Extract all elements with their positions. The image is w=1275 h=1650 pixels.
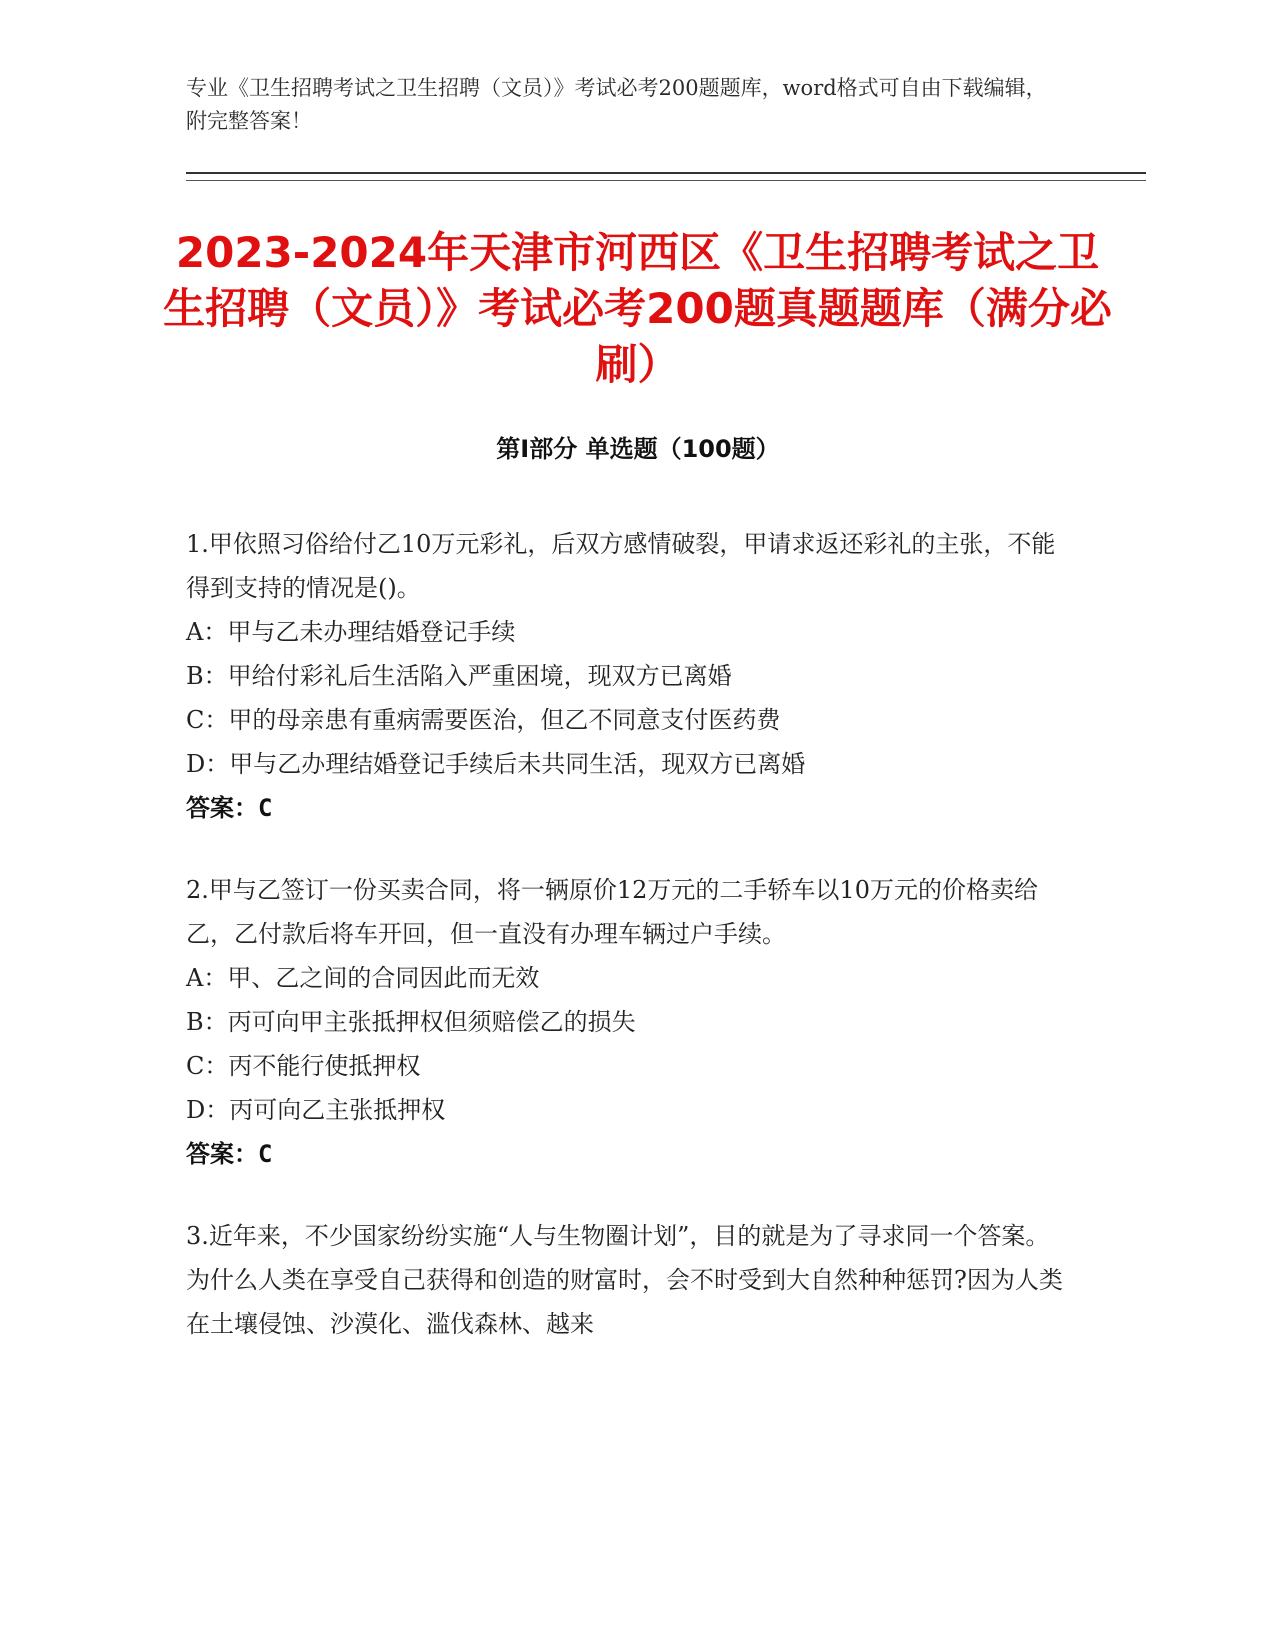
option-a: A：甲与乙未办理结婚登记手续 <box>186 618 516 646</box>
question-text: 2.甲与乙签订一份买卖合同，将一辆原价12万元的二手轿车以10万元的价格卖给乙，乙付款后将车开回，但一直没有办理车辆过户手续。 <box>186 876 1038 948</box>
answer-value: C <box>258 794 273 822</box>
answer-value: C <box>258 1140 273 1168</box>
header-divider-thin <box>186 180 1146 181</box>
option-c: C：丙不能行使抵押权 <box>186 1052 421 1080</box>
option-b: B：丙可向甲主张抵押权但须赔偿乙的损失 <box>186 1008 636 1036</box>
answer-label: 答案： <box>186 794 258 822</box>
answer-label: 答案： <box>186 1140 258 1168</box>
document-title: 2023-2024年天津市河西区《卫生招聘考试之卫生招聘（文员）》考试必考200题真题题库（满分必刷） <box>163 228 1112 389</box>
option-b: B：甲给付彩礼后生活陷入严重困境，现双方已离婚 <box>186 662 732 690</box>
option-d: D：甲与乙办理结婚登记手续后未共同生活，现双方已离婚 <box>186 750 806 778</box>
option-d: D：丙可向乙主张抵押权 <box>186 1096 446 1124</box>
question-text: 1.甲依照习俗给付乙10万元彩礼，后双方感情破裂，甲请求返还彩礼的主张，不能得到支持的情况是()。 <box>186 530 1056 602</box>
section-heading: 第Ⅰ部分 单选题（100题） <box>496 435 780 463</box>
question-2 <box>186 868 1066 1176</box>
option-c: C：甲的母亲患有重病需要医治，但乙不同意支付医药费 <box>186 706 781 734</box>
answer <box>186 1132 1066 1176</box>
question-text: 3.近年来，不少国家纷纷实施“人与生物圈计划”，目的就是为了寻求同一个答案。为什么人类在享受自己获得和创造的财富时，会不时受到大自然种种惩罚?因为人类在土壤侵蚀、沙漠化、滥伐森林、越来 <box>186 1222 1063 1338</box>
header-note: 专业《卫生招聘考试之卫生招聘（文员）》考试必考200题题库，word格式可自由下载编辑，附完整答案！ <box>186 76 1047 133</box>
question-3 <box>186 1214 1066 1346</box>
answer <box>186 786 1066 830</box>
header-divider-thick <box>186 172 1146 174</box>
question-1 <box>186 522 1066 830</box>
option-a: A：甲、乙之间的合同因此而无效 <box>186 964 540 992</box>
question-list <box>186 522 1066 1384</box>
